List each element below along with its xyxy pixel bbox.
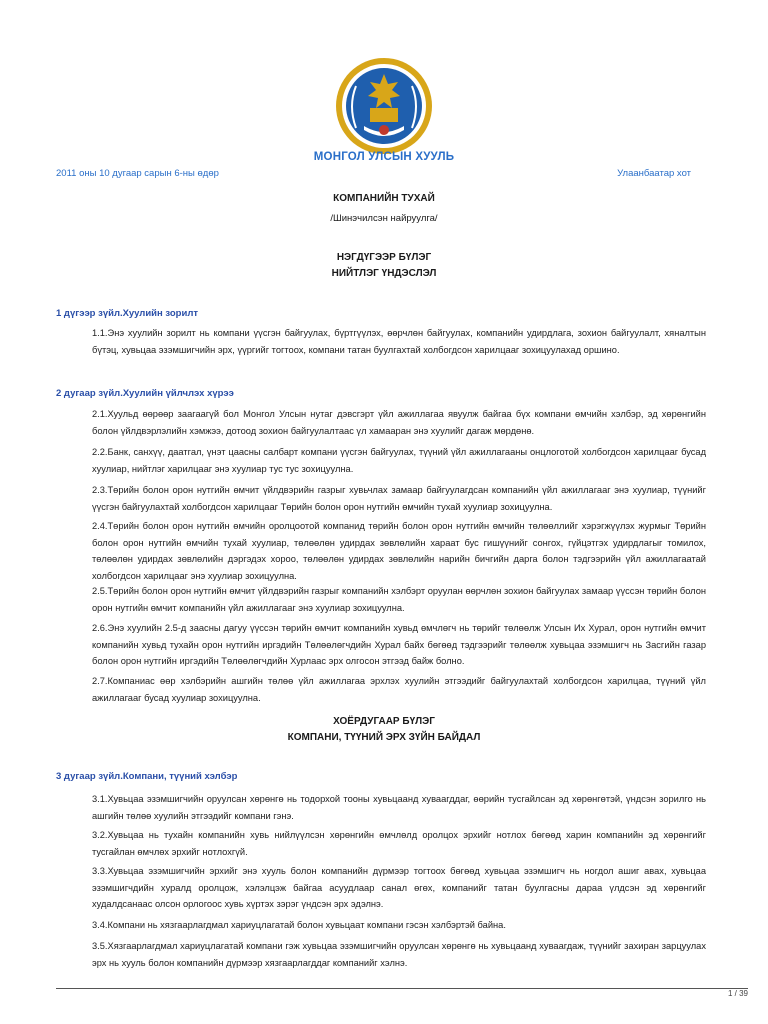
paragraph-2-3: 2.3.Төрийн болон орон нутгийн өмчит үйлдвэрийн газрыг хувьчлах замаар байгуулагдсан компанийн үйл ажиллагааг энэ хуулиар, түүнийг үүсгэн байгуулахтай холбогдсон харилцааг Төрийн болон орон нутгийн өмчийн тухай хуулиар зохицуулна.: [92, 485, 706, 512]
article-1-heading: 1 дүгээр зүйл.Хуулийн зорилт: [56, 308, 199, 319]
paragraph-1-1: 1.1.Энэ хуулийн зорилт нь компани үүсгэн байгуулах, бүртгүүлэх, өөрчлөн байгуулах, компанийн удирдлага, зохион байгуулалт, хяналтын бүтэц, хувьцаа эзэмшигчийн эрх, үүргийг тогтоох, компани татан буулгахтай холбогдсон харилцааг зохицуулахад оршино.: [92, 328, 706, 355]
paragraph-2-6: 2.6.Энэ хуулийн 2.5-д заасны дагуу үүссэн төрийн өмчит компанийн хувьд өмчлөгч нь төрийг төлөөлж Улсын Их Хурал, орон нутгийн өмчит компанийн хувьд тухайн орон нутгийн иргэдийн Төлөөлөгчдийн Хурал байх бөгөөд тэдгээрийг төлөөлж хувьцаа эзэмшигч нь Засгийн газар болон орон нутгийн иргэдийн Төлөөлөгчдийн Хурлаас эрх олгосон этгээд байж болно.: [92, 623, 706, 666]
chapter-2-number: ХОЁРДУГААР БҮЛЭГ: [333, 716, 435, 727]
chapter-1-number: НЭГДҮГЭЭР БҮЛЭГ: [336, 252, 432, 263]
paragraph-2-5: 2.5.Төрийн болон орон нутгийн өмчит үйлдвэрийн газрыг компанийн хэлбэрт оруулан өөрчлөн зохион байгуулах замаар үүссэн төрийн болон орон нутгийн өмчит компанийн үйл ажиллагааг энэ хуулиар зохицуулна.: [92, 586, 706, 613]
paragraph-2-1: 2.1.Хуульд өөрөөр заагаагүй бол Монгол Улсын нутаг дэвсгэрт үйл ажиллагаа явуулж байгаа бүх компани өмчийн хэлбэр, эд хөрөнгийн болон үйлдвэрлэлийн хэмжээ, дотоод зохион байгуулалтаас үл хамааран энэ хуулийг дагаж мөрдөнө.: [92, 409, 706, 436]
paragraph-3-1: 3.1.Хувьцаа эзэмшигчийн оруулсан хөрөнгө нь тодорхой тооны хувьцаанд хуваагддаг, өөрийн тусгайлсан эд хөрөнгөтэй, үндсэн зорилго нь ашгийн төлөө хуулийн этгээдийг компани гэнэ.: [92, 794, 706, 821]
state-emblem-icon: [334, 56, 434, 156]
chapter-2-title: КОМПАНИ, ТҮҮНИЙ ЭРХ ЗҮЙН БАЙДАЛ: [287, 732, 481, 743]
chapter-2-heading: [0, 714, 768, 746]
article-3-heading: 3 дугаар зүйл.Компани, түүний хэлбэр: [56, 771, 238, 782]
document-title: КОМПАНИЙН ТУХАЙ: [333, 193, 435, 204]
paragraph-3-4: 3.4.Компани нь хязгаарлагдмал хариуцлагатай болон хувьцаат компани гэсэн хэлбэртэй байна.: [92, 920, 506, 930]
law-title: МОНГОЛ УЛСЫН ХУУЛЬ: [313, 151, 455, 163]
footer-divider: [56, 988, 748, 989]
paragraph-3-3: 3.3.Хувьцаа эзэмшигчийн эрхийг энэ хууль болон компанийн дүрмээр тогтоох бөгөөд хувьцаа эзэмшигч нь ногдол ашиг авах, хувьцаа эзэмшигчдийн хуралд оролцож, хэлэлцэж байгаа асуудлаар санал өгөх, компанийг татан буулгасны дараа үлдсэн эд хөрөнгийг худалдсанаас олсон орлогоос хувь хүртэх зэрэг үндсэн эрх эдэлнэ.: [92, 866, 706, 909]
paragraph-2-7: 2.7.Компаниас өөр хэлбэрийн ашгийн төлөө үйл ажиллагаа эрхлэх хуулийн этгээдийг байгуулахтай холбогдсон харилцаа, түүний үйл ажиллагааг бусад хуулиар зохицуулна.: [92, 676, 706, 703]
page-number: 1 / 39: [727, 989, 748, 998]
paragraph-3-5: 3.5.Хязгаарлагдмал хариуцлагатай компани гэж хувьцаа эзэмшигчийн оруулсан хөрөнгө нь хувьцаанд хуваагдаж, түүнийг захиран зарцуулах эрх нь хууль болон компанийн дүрмээр хязгаарлагддаг компанийг хэлнэ.: [92, 941, 706, 968]
paragraph-3-2: 3.2.Хувьцаа нь тухайн компанийн хувь нийлүүлсэн хөрөнгийн өмчлөлд оролцох эрхийг нотлох бөгөөд харин компанийн эд хөрөнгийг тусгайлан өмчлөх эрхийг нотлохгүй.: [92, 830, 706, 857]
enactment-place: Улаанбаатар хот: [617, 168, 691, 179]
enactment-date: 2011 оны 10 дугаар сарын 6-ны өдөр: [56, 168, 219, 179]
chapter-1-heading: [0, 250, 768, 282]
document-subtitle: /Шинэчилсэн найруулга/: [330, 213, 438, 224]
paragraph-2-2: 2.2.Банк, санхүү, даатгал, үнэт цаасны салбарт компани үүсгэн байгуулах, түүний үйл ажиллагааны онцлоготой холбогдсон харилцааг бусад хуулиар, нийтлэг харилцааг энэ хуулиар тус тус зохицуулна.: [92, 447, 706, 474]
article-2-heading: 2 дугаар зүйл.Хуулийн үйлчлэх хүрээ: [56, 388, 234, 399]
chapter-1-title: НИЙТЛЭГ ҮНДЭСЛЭЛ: [331, 268, 437, 279]
paragraph-2-4: 2.4.Төрийн болон орон нутгийн өмчийн оролцоотой компанид төрийн болон орон нутгийн өмчийн төлөөллийг хэрэгжүүлэх журмыг Төрийн болон орон нутгийн өмчийн тухай хуулиар, төлөөлөн удирдах зөвлөлийн хараат бус гишүүнийг сонгох, гүйцэтгэх удирдлагыг томилох, төлөөлөн удирдах зөвлөлийн дэргэдэх хороо, төлөөлөн удирдах зөвлөлийн нарийн бичгийн дарга болон тэдгээрийн үйл ажиллагаатай холбогдсон харилцааг энэ хуулиар зохицуулна.: [92, 521, 706, 581]
